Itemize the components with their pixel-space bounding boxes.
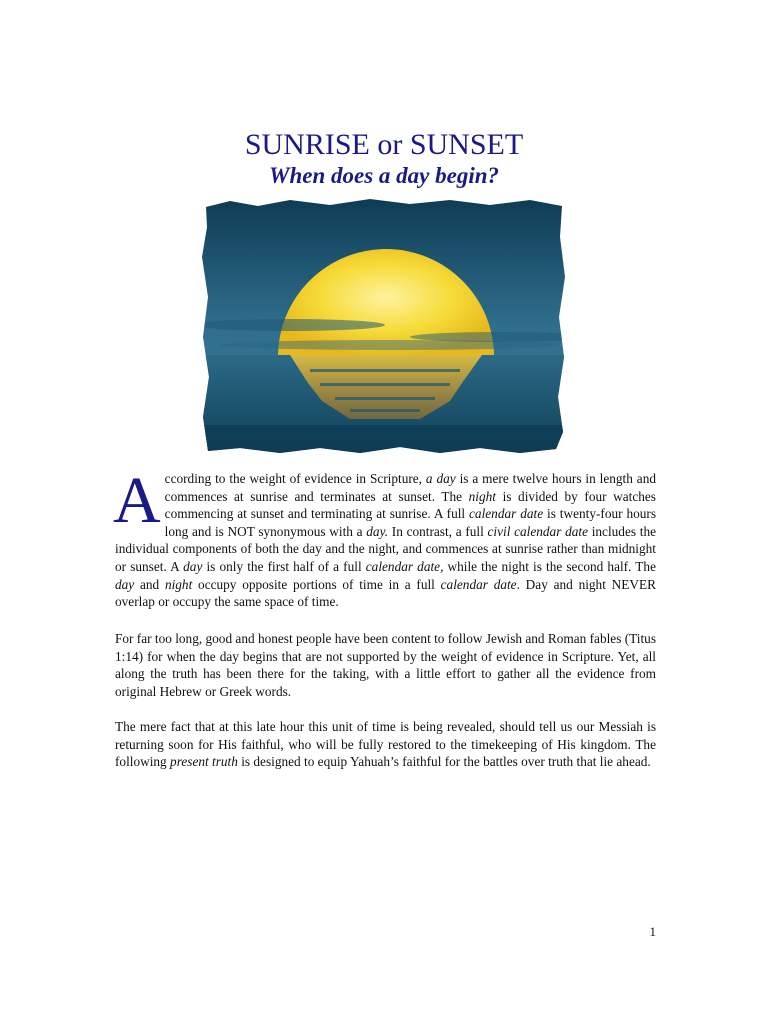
- text-segment: is only the first half of a full: [202, 558, 366, 574]
- drop-cap: A: [113, 464, 161, 537]
- emphasis: a day: [425, 471, 456, 486]
- text-segment: The mere fact that at this late hour this unit of time is being revealed, should tell us our Messiah is returning soon for His faithful, who will be fully restored to the timekeeping of His kingdom. The following: [115, 719, 656, 770]
- emphasis: civil calendar date: [487, 523, 588, 539]
- emphasis: night: [468, 488, 496, 504]
- text-segment: and: [134, 576, 165, 592]
- emphasis: calendar date: [440, 576, 517, 592]
- emphasis: calendar date,: [365, 558, 444, 574]
- text-segment: is twenty-four hours long and is NOT synonymous with a: [164, 506, 657, 539]
- messiah-paragraph: [115, 718, 656, 771]
- text-segment: includes the individual components of both the day and the night, and commences at sunrise rather than midnight or sunset. A: [115, 523, 656, 574]
- intro-paragraph: [113, 464, 657, 611]
- emphasis: night: [164, 576, 193, 592]
- emphasis: day: [115, 576, 135, 592]
- document-subtitle: When does a day begin?: [269, 163, 499, 188]
- text-segment: is a mere twelve hours in length and commences at sunrise and terminates at sunset. The: [164, 471, 656, 504]
- emphasis: day.: [366, 523, 389, 539]
- emphasis: present truth: [170, 754, 238, 770]
- text-segment: while the night is the second half. The: [443, 558, 656, 574]
- text-segment: ccording to the weight of evidence in Scripture,: [164, 471, 426, 486]
- fables-paragraph: For far too long, good and honest people have been content to follow Jewish and Roman fables (Titus 1:14) for when the day begins that are not supported by the weight of evidence in Scripture. Yet, all along the truth has been there for the taking, with a little effort to gather all the evidence from original Hebrew or Greek words.: [115, 631, 656, 699]
- emphasis: calendar date: [469, 506, 544, 522]
- text-segment: is divided by four watches commencing at sunset and terminating at sunrise. A full: [164, 488, 656, 522]
- document-title: SUNRISE or SUNSET: [244, 128, 524, 161]
- text-segment: occupy opposite portions of time in a full: [192, 576, 441, 592]
- emphasis: day: [183, 558, 203, 574]
- text-segment: . Day and night NEVER overlap or occupy the same space of time.: [115, 576, 656, 610]
- page-number: 1: [649, 924, 656, 939]
- text-segment: is designed to equip Yahuah’s faithful for the battles over truth that lie ahead.: [237, 754, 651, 770]
- sunset-over-ocean-photo: [200, 197, 568, 455]
- text-segment: In contrast, a full: [388, 523, 488, 539]
